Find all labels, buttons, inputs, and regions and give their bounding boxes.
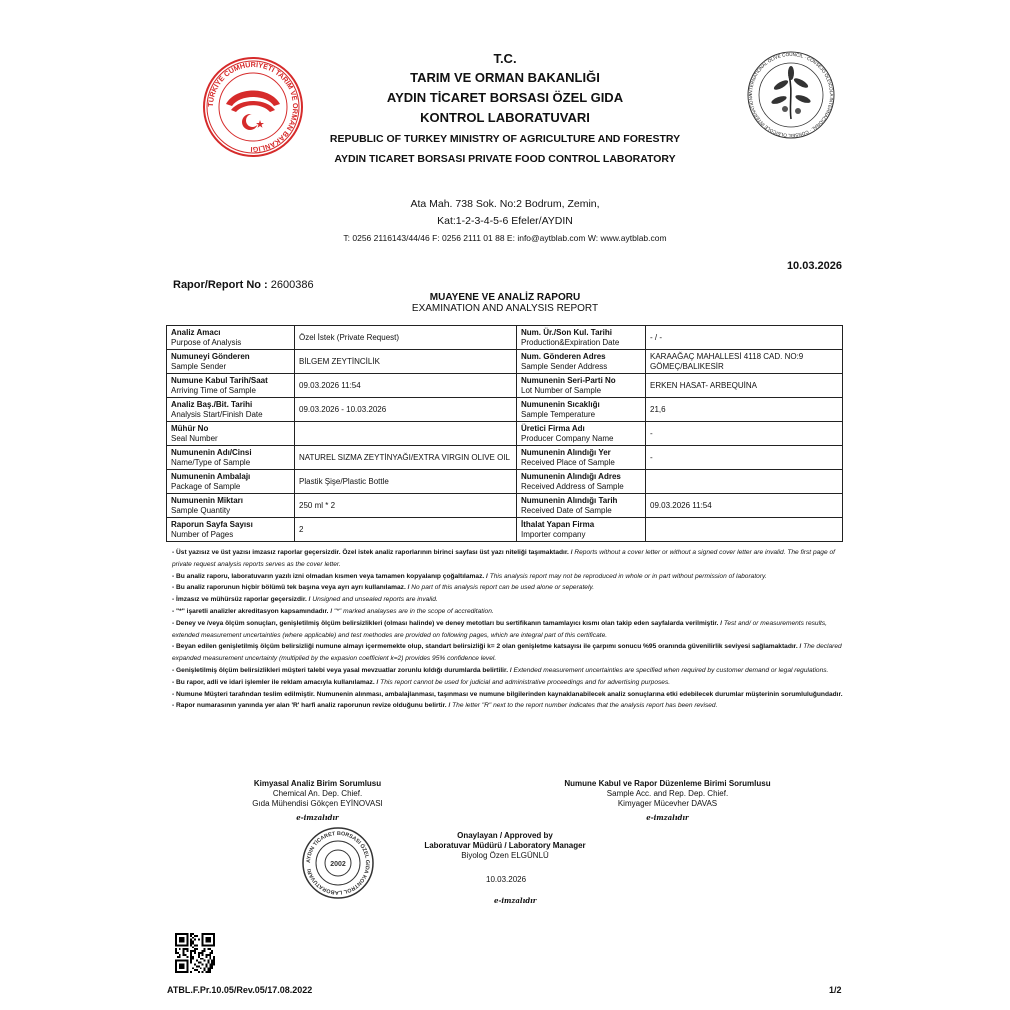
label-en: Purpose of Analysis bbox=[171, 337, 242, 347]
label-tr: Üretici Firma Adı bbox=[521, 423, 585, 433]
header-title-exchange: AYDIN TİCARET BORSASI ÖZEL GIDA bbox=[386, 90, 624, 105]
label-tr: Mühür No bbox=[171, 423, 209, 433]
signature-center bbox=[410, 831, 600, 861]
row-label-left bbox=[167, 446, 295, 470]
row-label-left bbox=[167, 374, 295, 398]
row-value-right: KARAAĞAÇ MAHALLESİ 4118 CAD. NO:9 GÖMEÇ/BALIKESİR bbox=[646, 350, 843, 374]
row-value-right: - / - bbox=[646, 326, 843, 350]
note-en: Unsigned and unsealed reports are invalid. bbox=[310, 596, 438, 604]
contact-line: T: 0256 2116143/44/46 F: 0256 2111 01 88 E: info@aytblab.com W: www.aytblab.com bbox=[343, 233, 667, 243]
row-label-left bbox=[167, 422, 295, 446]
row-value-right: 21,6 bbox=[646, 398, 843, 422]
note-en: "*" marked analayses are in the scope of accreditation. bbox=[332, 607, 494, 615]
label-tr: Numunenin Miktarı bbox=[171, 495, 244, 505]
header-title-lab: KONTROL LABORATUVARI bbox=[420, 110, 590, 125]
stamp-ring-text: AYDIN TİCARET BORSASI ÖZEL GIDA KONTROL LABORATUVARI bbox=[305, 830, 371, 896]
note-item bbox=[172, 641, 848, 665]
row-label-right bbox=[517, 494, 646, 518]
label-en: Received Address of Sample bbox=[521, 481, 624, 491]
label-en: Lot Number of Sample bbox=[521, 385, 602, 395]
footer-form-code: ATBL.F.Pr.10.05/Rev.05/17.08.2022 bbox=[167, 985, 313, 995]
label-en: Name/Type of Sample bbox=[171, 457, 251, 467]
header-title-tc: T.C. bbox=[493, 51, 517, 66]
label-tr: Numuneyi Gönderen bbox=[171, 351, 250, 361]
header-title-ministry: TARIM VE ORMAN BAKANLIĞI bbox=[410, 70, 600, 85]
label-en: Package of Sample bbox=[171, 481, 241, 491]
note-tr: - Bu analiz raporu, laboratuvarın yazılı izni olmadan kısmen veya tamamen kopyalanıp çoğaltılamaz. / bbox=[172, 572, 488, 580]
signature-center-title1: Onaylayan / Approved by bbox=[457, 831, 553, 840]
row-label-right bbox=[517, 518, 646, 542]
row-value-right bbox=[646, 518, 843, 542]
row-label-right bbox=[517, 350, 646, 374]
label-en: Sample Temperature bbox=[521, 409, 596, 419]
footer-page-number: 1/2 bbox=[829, 985, 842, 995]
row-value-left: 250 ml * 2 bbox=[295, 494, 517, 518]
note-item bbox=[172, 665, 848, 677]
signature-right-name: Kimyager Mücevher DAVAS bbox=[617, 799, 718, 808]
report-info-table bbox=[166, 325, 843, 542]
row-label-right bbox=[517, 470, 646, 494]
label-en: Analysis Start/Finish Date bbox=[171, 409, 263, 419]
note-tr: - Numune Müşteri tarafından teslim edilmiştir. Numunenin alınması, ambalajlanması, taşınması ve numune bilgilerinden kaynaklanabilecek analiz sonuçlarına etki edebilecek durumlar müşterinin sorumluluğundadır. bbox=[172, 690, 843, 698]
note-tr: - Deney ve /veya ölçüm sonuçları, genişletilmiş ölçüm belirsizlikleri (olması halinde) ve deney metotları bu sertifikanın tamamlayıcı kısmı olan takip eden sayfalarda verilmiştir. / bbox=[172, 619, 723, 627]
note-item bbox=[172, 618, 848, 642]
signature-right-title: Numune Kabul ve Rapor Düzenleme Birimi Sorumlusu bbox=[564, 779, 771, 788]
signature-left-role: Chemical An. Dep. Chief. bbox=[272, 789, 363, 798]
note-item bbox=[172, 700, 848, 712]
signature-left-esig: e-imzalıdır bbox=[296, 813, 339, 822]
label-tr: Numune Kabul Tarih/Saat bbox=[171, 375, 268, 385]
label-tr: Numunenin Alındığı Adres bbox=[521, 471, 621, 481]
note-tr: - Bu rapor, adli ve idari işlemler ile reklam amacıyla kullanılamaz. / bbox=[172, 678, 379, 686]
label-en: Received Date of Sample bbox=[521, 505, 612, 515]
row-label-left bbox=[167, 398, 295, 422]
note-tr: - İmzasız ve mühürsüz raporlar geçersizdir. / bbox=[172, 596, 311, 604]
note-en: Test and/ or measurements results, extended measurement uncertainties (where applicable) and test methodes are provided on following pages, which are integral part of this certificate. bbox=[172, 619, 827, 639]
row-value-right: - bbox=[646, 422, 843, 446]
note-item bbox=[172, 594, 848, 606]
label-en: Arriving Time of Sample bbox=[171, 385, 256, 395]
label-en: Sample Sender Address bbox=[521, 361, 608, 371]
label-tr: İthalat Yapan Firma bbox=[521, 519, 595, 529]
note-tr: - Üst yazısız ve üst yazısı imzasız raporlar geçersizdir. Özel istek analiz raporlarının birinci sayfası üst yazı niteliği taşımaktadır. / bbox=[172, 549, 573, 556]
signature-right bbox=[545, 779, 790, 823]
note-tr: - Beyan edilen genişletilmiş ölçüm belirsizliği numune almayı içermemekte olup, standart belirsizliği k= 2 olan genişletme katsayısı ile çarpımı sonucu %95 oranında güvenilirlik seviyesi sağlamaktadır. / bbox=[172, 643, 802, 651]
label-tr: Numunenin Sıcaklığı bbox=[521, 399, 600, 409]
note-en: The letter "R" next to the report number indicates that the analysis report has been revised. bbox=[450, 702, 718, 710]
signature-center-date: 10.03.2026 bbox=[486, 875, 527, 884]
row-label-right bbox=[517, 326, 646, 350]
address-line-2: Kat:1-2-3-4-5-6 Efeler/AYDIN bbox=[437, 215, 573, 227]
label-en: Seal Number bbox=[171, 433, 218, 443]
label-tr: Numunenin Adı/Cinsi bbox=[171, 447, 252, 457]
label-en: Number of Pages bbox=[171, 529, 234, 539]
label-tr: Analiz Amacı bbox=[171, 327, 221, 337]
report-number-value: 2600386 bbox=[270, 279, 314, 291]
stamp-year: 2002 bbox=[330, 861, 346, 868]
row-value-right: - bbox=[646, 446, 843, 470]
signature-left bbox=[230, 779, 405, 823]
table-row bbox=[167, 470, 843, 494]
label-tr: Analiz Baş./Bit. Tarihi bbox=[171, 399, 253, 409]
report-title-tr: MUAYENE VE ANALİZ RAPORU bbox=[429, 292, 581, 303]
signature-left-name: Gıda Mühendisi Gökçen EYİNOVASI bbox=[252, 799, 383, 808]
row-label-left bbox=[167, 326, 295, 350]
signature-right-esig: e-imzalıdır bbox=[646, 813, 689, 822]
signature-center-name: Biyolog Özen ELGÜNLÜ bbox=[461, 851, 549, 860]
svg-text:INTERNATIONAL OLIVE COUNCIL · bbox=[745, 45, 834, 138]
row-label-left bbox=[167, 470, 295, 494]
report-number bbox=[173, 279, 314, 291]
note-item bbox=[172, 582, 848, 594]
table-row bbox=[167, 494, 843, 518]
label-tr: Numunenin Ambalajı bbox=[171, 471, 251, 481]
label-en: Importer company bbox=[521, 529, 586, 539]
signature-left-title: Kimyasal Analiz Birim Sorumlusu bbox=[253, 779, 382, 788]
header-title-en1: REPUBLIC OF TURKEY MINISTRY OF AGRICULTURE AND FORESTRY bbox=[329, 133, 681, 145]
address-line-1: Ata Mah. 738 Sok. No:2 Bodrum, Zemin, bbox=[410, 198, 600, 210]
row-value-left: 2 bbox=[295, 518, 517, 542]
signature-center-title2: Laboratuvar Müdürü / Laboratory Manager bbox=[424, 841, 586, 850]
row-value-right bbox=[646, 470, 843, 494]
row-value-left: 09.03.2026 - 10.03.2026 bbox=[295, 398, 517, 422]
label-tr: Num. Ür./Son Kul. Tarihi bbox=[521, 327, 612, 337]
report-number-label: Rapor/Report No : bbox=[173, 279, 268, 291]
row-label-left bbox=[167, 350, 295, 374]
label-en: Sample Sender bbox=[171, 361, 227, 371]
row-label-left bbox=[167, 518, 295, 542]
label-tr: Numunenin Alındığı Yer bbox=[521, 447, 611, 457]
row-value-left: BİLGEM ZEYTİNCİLİK bbox=[295, 350, 517, 374]
note-en: This report cannot be used for judicial and administrative proceedings and for advertising purposes. bbox=[378, 678, 671, 686]
label-tr: Numunenin Seri-Parti No bbox=[521, 375, 616, 385]
signature-right-role: Sample Acc. and Rep. Dep. Chief. bbox=[606, 789, 729, 798]
row-label-right bbox=[517, 374, 646, 398]
row-label-right bbox=[517, 446, 646, 470]
note-tr: - "*" işaretli analizler akreditasyon kapsamındadır. / bbox=[172, 607, 333, 615]
note-item bbox=[172, 606, 848, 618]
note-tr: - Genişletilmiş ölçüm belirsizlikleri müşteri talebi veya yasal mevzuatlar zorunlu kıldığı durumlarda belirtilir. / bbox=[172, 666, 512, 674]
report-notes bbox=[172, 547, 848, 712]
label-en: Production&Expiration Date bbox=[521, 337, 620, 347]
row-value-left: NATUREL SIZMA ZEYTİNYAĞI/EXTRA VIRGIN OLIVE OIL bbox=[295, 446, 517, 470]
lab-stamp bbox=[301, 826, 375, 900]
note-en: Extended measurement uncertainties are specified when required by customer demand or legal regulations. bbox=[511, 666, 829, 674]
row-label-left bbox=[167, 494, 295, 518]
table-row bbox=[167, 350, 843, 374]
report-title-en: EXAMINATION AND ANALYSIS REPORT bbox=[411, 303, 599, 314]
label-tr: Num. Gönderen Adres bbox=[521, 351, 606, 361]
ministry-ring-text: TÜRKİYE CUMHURİYETİ TARIM VE ORMAN BAKANLIĞI bbox=[205, 59, 301, 155]
row-value-left: Plastik Şişe/Plastic Bottle bbox=[295, 470, 517, 494]
note-en: No part of this analysis report can be used alone or seperately. bbox=[409, 584, 595, 592]
label-tr: Raporun Sayfa Sayısı bbox=[171, 519, 253, 529]
note-tr: - Bu analiz raporunun hiçbir bölümü tek başına veya ayrı ayrı kullanılamaz. / bbox=[172, 584, 410, 592]
label-en: Received Place of Sample bbox=[521, 457, 615, 467]
table-row bbox=[167, 422, 843, 446]
label-tr: Numunenin Alındığı Tarih bbox=[521, 495, 618, 505]
note-item bbox=[172, 677, 848, 689]
row-value-left: Özel İstek (Private Request) bbox=[295, 326, 517, 350]
qr-code[interactable] bbox=[175, 933, 215, 973]
note-item bbox=[172, 689, 848, 701]
row-value-right: 09.03.2026 11:54 bbox=[646, 494, 843, 518]
note-item bbox=[172, 571, 848, 583]
table-row bbox=[167, 446, 843, 470]
olive-council-logo bbox=[745, 45, 837, 145]
row-value-left: 09.03.2026 11:54 bbox=[295, 374, 517, 398]
table-row bbox=[167, 374, 843, 398]
table-row bbox=[167, 398, 843, 422]
row-label-right bbox=[517, 398, 646, 422]
row-value-left bbox=[295, 422, 517, 446]
label-en: Producer Company Name bbox=[521, 433, 614, 443]
table-row bbox=[167, 518, 843, 542]
note-en: The declared expanded measurement uncertainty (multiplied by the expasion coefficient k=2) provides 95% confidence level. bbox=[172, 643, 842, 663]
note-en: This analysis report may not be reproduced in whole or in part without permission of laboratory. bbox=[487, 572, 767, 580]
ioc-ring-text: INTERNATIONAL OLIVE COUNCIL · CONSEJO OLEÍCOLA INTERNACIONAL · CONSEIL OLÉICOLE INTERNATIONA bbox=[747, 51, 835, 139]
row-label-right bbox=[517, 422, 646, 446]
note-tr: - Rapor numarasının yanında yer alan 'R' harfi analiz raporunun revize olduğunu belirtir. / bbox=[172, 702, 451, 710]
table-row bbox=[167, 326, 843, 350]
note-en: Reports without a cover letter or without a signed cover letter are invalid. The first page of private request analysis reports serves as the cover letter. bbox=[172, 549, 835, 568]
header-title-en2: AYDIN TICARET BORSASI PRIVATE FOOD CONTROL LABORATORY bbox=[334, 153, 676, 165]
signature-center-esig: e-imzalıdır bbox=[494, 896, 537, 905]
report-date: 10.03.2026 bbox=[786, 260, 842, 272]
row-value-right: ERKEN HASAT- ARBEQUİNA bbox=[646, 374, 843, 398]
label-en: Sample Quantity bbox=[171, 505, 231, 515]
note-item bbox=[172, 547, 848, 571]
